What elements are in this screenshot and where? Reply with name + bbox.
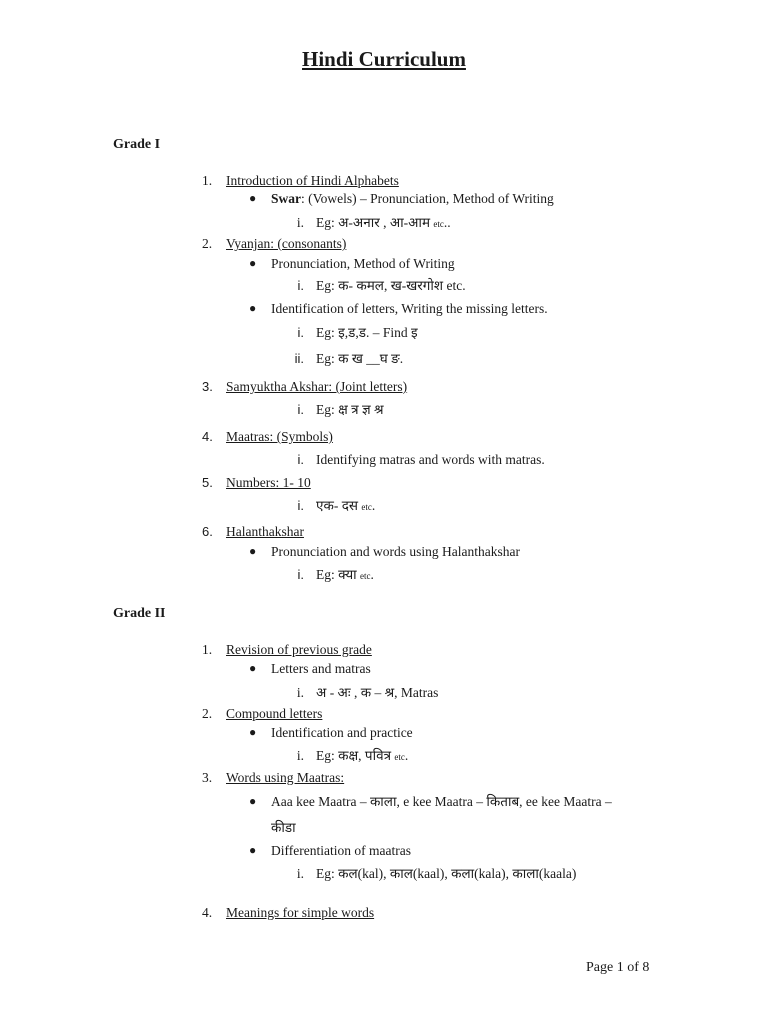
sub-item-number: i. [297, 278, 304, 293]
bullet-icon: ● [249, 794, 257, 808]
sub-item-text: Eg: कल(kal), काल(kaal), कला(kala), काला(kaala) [316, 866, 577, 881]
item-number: 2. [202, 236, 213, 251]
bullet-icon: ● [249, 191, 257, 205]
sub-item-number: i. [297, 498, 304, 513]
item-number: 4. [202, 905, 213, 920]
item-number: 4. [202, 429, 213, 444]
sub-item-small: etc [361, 502, 372, 512]
bullet-text: Pronunciation, Method of Writing [271, 256, 455, 271]
bullet-text: Differentiation of maatras [271, 843, 411, 858]
item-heading: Vyanjan: (consonants) [226, 236, 347, 251]
sub-item-small: etc [394, 752, 405, 762]
sub-item-number: i. [296, 866, 304, 881]
bullet-bold-text: Swar [271, 191, 301, 206]
item-heading: Maatras: (Symbols) [226, 429, 333, 444]
bullet-text: Aaa kee Maatra – काला, e kee Maatra – किताब, ee kee Maatra – [271, 794, 612, 809]
bullet-icon: ● [249, 843, 257, 857]
sub-item-text: Eg: क्ष त्र ज्ञ श्र [316, 402, 384, 417]
sub-item-text: Eg: इ,ड,ड. – Find इ [316, 325, 418, 340]
bullet-text: कीडा [271, 820, 296, 835]
bullet-icon: ● [249, 256, 257, 270]
sub-item-number: i. [296, 685, 304, 700]
sub-item-text: Eg: कक्ष, पवित्र [316, 748, 395, 763]
sub-item-tail: .. [443, 215, 451, 230]
bullet-icon: ● [249, 301, 257, 315]
grade-2-heading: Grade II [113, 606, 166, 621]
item-heading: Meanings for simple words [226, 905, 375, 920]
item-heading: Introduction of Hindi Alphabets [226, 173, 399, 188]
sub-item-number: ii. [294, 351, 304, 366]
sub-item-text: Eg: क- कमल, ख-खरगोश etc. [316, 278, 466, 293]
sub-item-text: Eg: क्या [316, 567, 361, 582]
grade-1-heading: Grade I [113, 137, 161, 152]
page-title: Hindi Curriculum [302, 47, 466, 71]
item-heading: Revision of previous grade [226, 642, 372, 657]
bullet-icon: ● [249, 725, 257, 739]
page-number: Page 1 of 8 [586, 960, 650, 975]
item-number: 1. [202, 642, 213, 657]
item-number: 2. [202, 706, 213, 721]
sub-item-text: Eg: क ख __घ ङ. [316, 351, 404, 366]
bullet-text: : (Vowels) – Pronunciation, Method of Writing [301, 191, 554, 206]
sub-item-number: i. [296, 215, 304, 230]
item-number: 3. [202, 770, 213, 785]
sub-item-tail: . [371, 498, 376, 513]
sub-item-number: i. [296, 748, 304, 763]
item-heading: Numbers: 1- 10 [226, 475, 311, 490]
sub-item-tail: . [404, 748, 409, 763]
item-heading: Halanthakshar [226, 524, 304, 539]
item-number: 6. [202, 524, 213, 539]
item-number: 5. [202, 475, 213, 490]
sub-item-text: एक- दस [316, 498, 362, 513]
sub-item-small: etc [433, 219, 444, 229]
sub-item-number: i. [297, 567, 304, 582]
bullet-icon: ● [249, 544, 257, 558]
bullet-text: Letters and matras [271, 661, 371, 676]
sub-item-small: etc [360, 571, 371, 581]
sub-item-number: i. [297, 325, 304, 340]
item-heading: Compound letters [226, 706, 323, 721]
sub-item-text: Eg: अ-अनार , आ-आम [316, 215, 434, 230]
sub-item-tail: . [370, 567, 374, 582]
item-number: 3. [202, 379, 213, 394]
bullet-text: Identification and practice [271, 725, 413, 740]
sub-item-number: i. [297, 452, 304, 467]
bullet-icon: ● [249, 661, 257, 675]
sub-item-number: i. [297, 402, 304, 417]
sub-item-text: अ - अः , क – श्र, Matras [316, 685, 439, 700]
sub-item-text: Identifying matras and words with matras. [316, 452, 545, 467]
item-heading: Words using Maatras: [226, 770, 345, 785]
item-heading: Samyuktha Akshar: (Joint letters) [226, 379, 408, 394]
bullet-text: Identification of letters, Writing the missing letters. [271, 301, 548, 316]
bullet-text: Pronunciation and words using Halanthakshar [271, 544, 520, 559]
item-number: 1. [202, 173, 213, 188]
